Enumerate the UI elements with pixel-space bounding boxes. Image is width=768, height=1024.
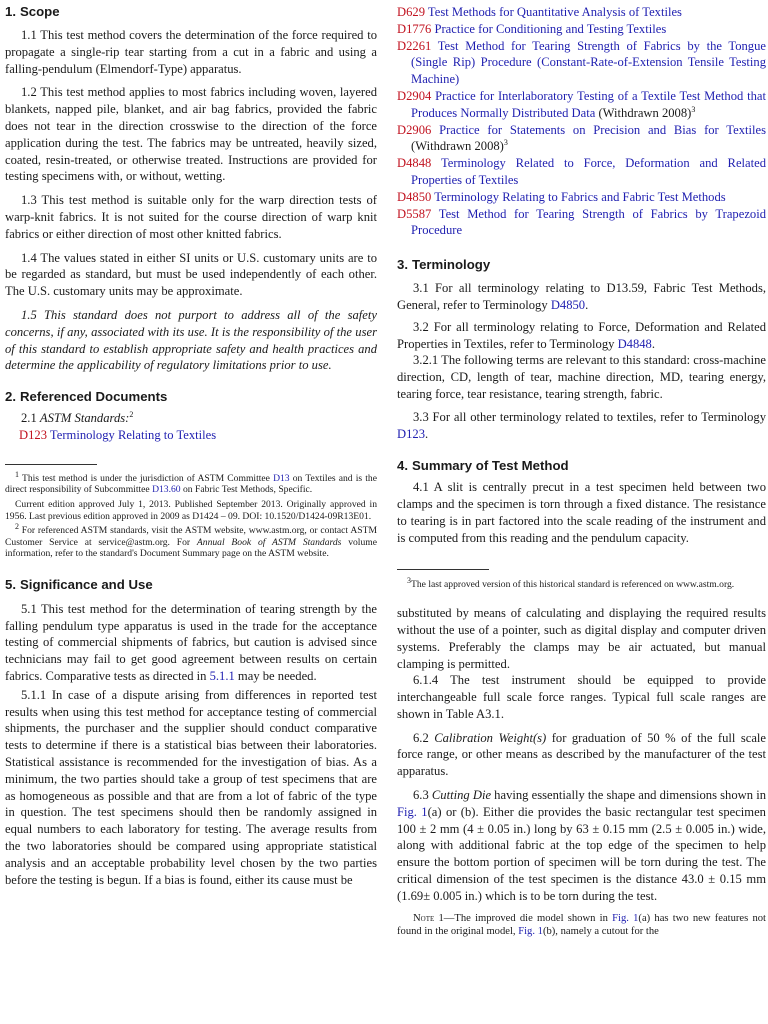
note-link-fig-1b[interactable]: Fig. 1 [518,925,543,937]
paragraph-6-1-4: 6.1.4 The test instrument should be equipped to provide interchangeable full scale force ranges. Typical full scale ranges are shown in Table A3.1. [397,673,766,721]
paragraph-3-2: 3.2 For all terminology relating to Force, Deformation and Related Properties in Textiles, refer to Terminology D4848. [397,319,766,351]
footnote-3: $^3$The last approved version of this historical standard is referenced on www.astm.org. [407,575,735,590]
link-fig-1[interactable]: Fig. 1 [397,804,428,819]
note-1: Note 1—The improved die model shown in Fig. 1(a) has two new features not found in the original model, Fig. 1(b), namely a cutout for the [397,912,767,937]
reference-link-d123[interactable]: D123 [19,427,47,442]
reference-link-d629[interactable]: D629 [397,5,425,19]
reference-d1776: D1776 Practice for Conditioning and Testing Textiles [397,21,667,36]
footnote-divider-right [397,569,489,570]
left-column [5,0,377,888]
footnote-divider [5,464,97,465]
paragraph-1-5: 1.5 This standard does not purport to address all of the safety concerns, if any, associated with its use. It is the responsibility of the user of this standard to establish appropriate safety and health practices and determine the applicability of regulatory limitations prior to use. [5,307,377,373]
note-link-fig-1a[interactable]: Fig. 1 [612,912,639,924]
paragraph-1-2: 1.2 This test method applies to most fabrics including woven, layered blankets, napped pile, blanket, and air bag fabrics, provided the fabric does not tear in the direction crosswise to the direction of the force application during the test. The fabrics may be untreated, heavily sized, coated, resin-treated, or otherwise treated. Instructions are provided for testing specimens with, or without, wetting. [5,85,377,184]
reference-d2261: D2261 Test Method for Tearing Strength of Fabrics by the Tongue (Single Rip) Procedure (Constant-Rate-of-Extension Tensile Testing Machine) [397,38,766,87]
paragraph-4-1: 4.1 A slit is centrally precut in a test specimen held between two clamps and the specimen is torn through a fixed distance. The resistance to tearing is in part factored into the scale reading of the instrument and is computed from this reading and the pendulum capacity. [397,480,766,545]
paragraph-5-1: 5.1 This test method for the determination of tearing strength by the falling pendulum type apparatus is used in the trade for the acceptance testing of commercial shipments of fabrics, but caution is advised since technicians may fail to get good agreement between results on certain fabrics. Comparative tests as directed in 5.1.1 may be needed. [5,601,377,684]
footnote-1-edition: Current edition approved July 1, 2013. Published September 2013. Originally approved in 1956. Last previous edition approved in 2009 as D1424 – 09. DOI: 10.1520/D1424-09R13E01. [5,498,377,522]
reference-link-d1776[interactable]: D1776 [397,21,432,36]
section-heading-terminology: 3. Terminology [397,257,491,273]
section-heading-referenced-documents: 2. Referenced Documents [5,389,168,405]
section-heading-significance: 5. Significance and Use [5,576,153,592]
reference-d2906: D2906 Practice for Statements on Precision and Bias for Textiles (Withdrawn 2008)$^3$ [397,122,766,154]
link-d4850[interactable]: D4850 [550,297,586,312]
footnote-link-d13-60[interactable]: D13.60 [152,484,181,496]
section-heading-scope: 1. Scope [5,4,60,19]
reference-link-d2261[interactable]: D2261 [397,38,432,53]
reference-d629: D629 Test Methods for Quantitative Analysis of Textiles [397,5,682,19]
footnote-2: $^2$ For referenced ASTM standards, visit the ASTM website, www.astm.org, or contact ASTM Customer Service at service@astm.org. For Annual Book of ASTM Standards volume information, refer to the standard's Document Summary page on the ASTM website. [5,521,377,560]
paragraph-2-1: 2.1 ASTM Standards:$^2$ [21,409,134,426]
paragraph-3-1: 3.1 For all terminology relating to D13.59, Fabric Test Methods, General, refer to Terminology D4850. [397,281,766,312]
paragraph-3-3: 3.3 For all other terminology related to textiles, refer to Terminology D123. [397,409,766,441]
paragraph-1-4: 1.4 The values stated in either SI units or U.S. customary units are to be regarded as standard, but must be used independently of each other. The U.S. customary units may be approximate. [5,250,377,299]
paragraph-6-2: 6.2 Calibration Weight(s) for graduation of 50 % of the full scale force range, or other means as described by the manufacturer of the test apparatus. [397,730,766,779]
paragraph-5-1-1: 5.1.1 In case of a dispute arising from differences in reported test results when using this test method for acceptance testing of commercial shipments, the purchaser and the supplier should conduct comparative tests to determine if there is a statistical bias between their laboratories. Statistical assistance is recommended for the investigation of bias. As a minimum, the two parties should take a group of test specimens that are as homogeneous as possible and that are from a lot of fabric of the type in question. The test specimens should then be randomly assigned in equal numbers to each laboratory for testing. The average results from the two laboratories should be compared using appropriate statistical analysis and an acceptable probability level chosen by the two parties before the testing is begun. If a bias is found, either its cause must be [5,687,377,887]
reference-d123 [5,427,377,444]
paragraph-1-1: 1.1 This test method covers the determination of the force required to propagate a single-rip tear starting from a cut in a fabric and using a falling-pendulum (Elmendorf-Type) apparatus. [5,28,377,76]
reference-link-d5587[interactable]: D5587 [397,206,432,221]
reference-link-d4848[interactable]: D4848 [397,156,432,171]
paragraph-6-3: 6.3 Cutting Die having essentially the shape and dimensions shown in Fig. 1(a) or (b). Either die provides the basic rectangular test specimen 100 ± 2 mm (4 ± 0.05 in.) long by 63 ± 0.15 mm (2.5 ± 0.005 in.) wide, along with additional fabric at the top edge of the specimen to help ensure the bottom portion of specimen will be torn during the test. The critical dimension of the test specimen is the distance 43.0 ± 0.15 mm (1.69± 0.005 in.) which is to be torn during the test. [397,788,766,903]
reference-list [397,4,766,239]
link-5-1-1[interactable]: 5.1.1 [209,669,235,684]
reference-link-d2906[interactable]: D2906 [397,122,432,137]
link-d123[interactable]: D123 [397,426,425,441]
reference-d2904: D2904 Practice for Interlaboratory Testing of a Textile Test Method that Produces Normally Distributed Data (Withdrawn 2008)$^3$ [397,88,767,120]
reference-d4848: D4848 Terminology Related to Force, Deformation and Related Properties of Textiles [397,156,767,187]
footnote-1: $^1$ This test method is under the jurisdiction of ASTM Committee D13 on Textiles and is the direct responsibility of Subcommittee D13.60 on Fabric Test Methods, Specific. [5,469,377,496]
reference-title-d123[interactable]: Terminology Relating to Textiles [49,427,217,442]
reference-link-d4850[interactable]: D4850 [397,189,432,204]
paragraph-3-2-1: 3.2.1 The following terms are relevant to this standard: cross-machine direction, CD, length of tear, machine direction, MD, tearing energy, tearing force, tear resistance, tearing strength, fabric. [397,353,766,401]
reference-d5587: D5587 Test Method for Tearing Strength of Fabrics by Trapezoid Procedure [397,206,767,238]
footnote-link-d13[interactable]: D13 [273,472,290,484]
section-heading-summary: 4. Summary of Test Method [397,458,569,474]
right-column [397,0,766,938]
link-d4848[interactable]: D4848 [617,336,652,351]
paragraph-1-3: 1.3 This test method is suitable only for the warp direction tests of warp-knit fabrics. It is not suited for the course direction of warp knit fabrics or either direction of most other knitted fabrics. [5,193,377,241]
reference-link-d2904[interactable]: D2904 [397,88,432,103]
paragraph-6-1-3-continued: substituted by means of calculating and displaying the required results without the use of a pointer, such as digital display and computer driven systems. Preferably the clamps may be air actuated, but manual clamping is permitted. [397,606,766,671]
reference-d4850: D4850 Terminology Relating to Fabrics and Fabric Test Methods [397,189,726,204]
